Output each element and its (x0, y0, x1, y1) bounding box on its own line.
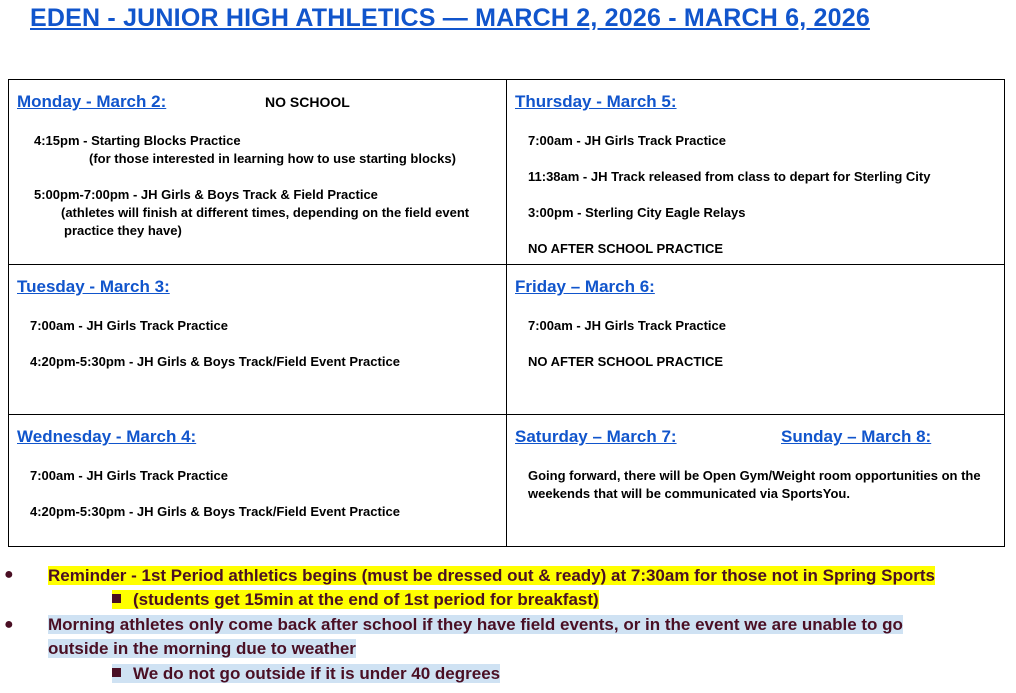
friday-heading: Friday – March 6: (515, 277, 655, 296)
square-bullet-icon (112, 594, 121, 603)
morning-text-1: Morning athletes only come back after school if they have field events, or in the event we are unable to go (48, 615, 903, 634)
morning-text-2: outside in the morning due to weather (48, 639, 356, 658)
monday-cell (9, 80, 507, 265)
monday-heading: Monday - March 2: (17, 92, 167, 111)
monday-item-2-note-1: (athletes will finish at different times, depending on the field event (61, 205, 470, 220)
thursday-cell (507, 80, 1005, 265)
monday-item-1: 4:15pm - Starting Blocks Practice (34, 133, 241, 148)
thursday-item-4: NO AFTER SCHOOL PRACTICE (528, 241, 724, 256)
thursday-item-1: 7:00am - JH Girls Track Practice (528, 133, 727, 148)
square-bullet-icon (112, 668, 121, 677)
friday-cell (507, 265, 1005, 415)
schedule-table (8, 79, 1005, 547)
reminder-text: Reminder - 1st Period athletics begins (must be dressed out & ready) at 7:30am for those not in Spring Sports (48, 566, 936, 585)
thursday-item-3: 3:00pm - Sterling City Eagle Relays (528, 205, 746, 220)
thursday-heading: Thursday - March 5: (515, 92, 677, 111)
wednesday-item-2: 4:20pm-5:30pm - JH Girls & Boys Track/Field Event Practice (30, 504, 400, 519)
wednesday-heading: Wednesday - March 4: (17, 427, 197, 446)
friday-item-2: NO AFTER SCHOOL PRACTICE (528, 354, 724, 369)
monday-item-2-note-2: practice they have) (64, 223, 182, 238)
reminder-note (48, 565, 935, 587)
weekend-line-1: Going forward, there will be Open Gym/Weight room opportunities on the (528, 468, 981, 483)
reminder-sub-note (112, 589, 599, 611)
monday-no-school: NO SCHOOL (265, 94, 350, 110)
wednesday-cell (9, 415, 507, 547)
morning-note-line-2 (48, 638, 356, 660)
tuesday-item-1: 7:00am - JH Girls Track Practice (30, 318, 229, 333)
sunday-heading: Sunday – March 8: (781, 427, 932, 446)
morning-sub-text: We do not go outside if it is under 40 degrees (133, 664, 501, 683)
page-title: EDEN - JUNIOR HIGH ATHLETICS — MARCH 2, 2026 - MARCH 6, 2026 (30, 4, 870, 32)
friday-item-1: 7:00am - JH Girls Track Practice (528, 318, 727, 333)
saturday-heading: Saturday – March 7: (515, 427, 677, 446)
monday-item-1-note: (for those interested in learning how to use starting blocks) (89, 151, 456, 166)
weekend-cell (507, 415, 1005, 547)
bullet-dot-icon: ● (4, 616, 14, 633)
wednesday-item-1: 7:00am - JH Girls Track Practice (30, 468, 229, 483)
bullet-dot-icon: ● (4, 566, 14, 583)
tuesday-cell (9, 265, 507, 415)
tuesday-heading: Tuesday - March 3: (17, 277, 170, 296)
monday-item-2: 5:00pm-7:00pm - JH Girls & Boys Track & Field Practice (34, 187, 378, 202)
morning-sub-note (112, 663, 500, 685)
reminder-sub-text: (students get 15min at the end of 1st period for breakfast) (133, 590, 599, 609)
morning-sub-item (112, 664, 500, 683)
thursday-item-2: 11:38am - JH Track released from class to depart for Sterling City (528, 169, 931, 184)
reminder-sub-item (112, 590, 599, 609)
morning-note-line-1 (48, 614, 903, 636)
tuesday-item-2: 4:20pm-5:30pm - JH Girls & Boys Track/Field Event Practice (30, 354, 400, 369)
weekend-line-2: weekends that will be communicated via SportsYou. (528, 486, 850, 501)
